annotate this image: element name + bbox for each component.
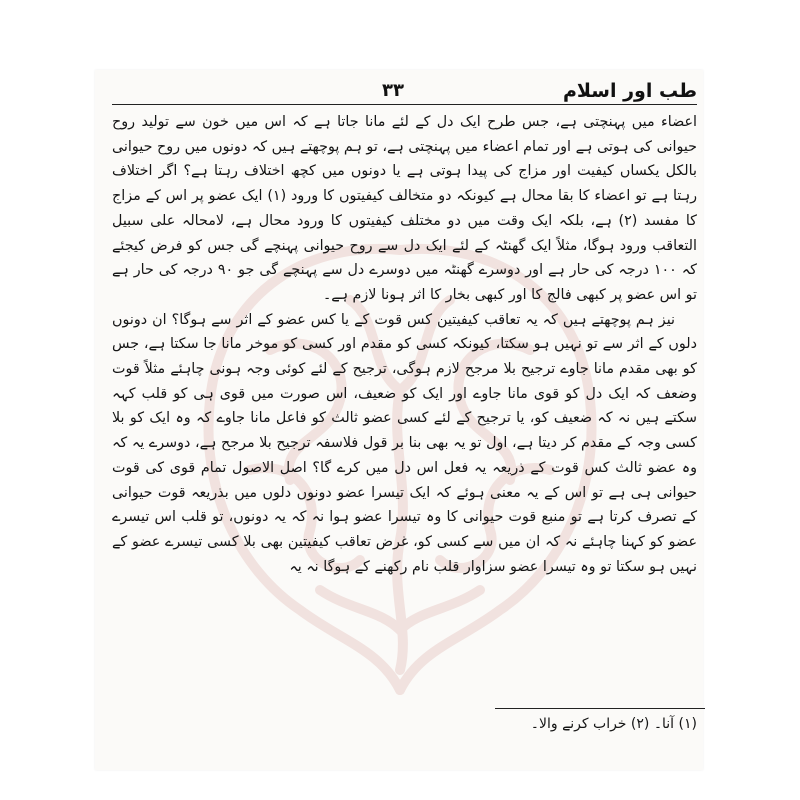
- paragraph-1: اعضاء میں پہنچتی ہے، جس طرح ایک دل کے لئے مانا جاتا ہے کہ اس میں خون سے تولید روح حیوانی کی ہوتی ہے اور تمام اعضاء میں پہنچتی ہے، تو ہم پوچھتے ہیں کہ دونوں میں روح حیوانی بالکل یکساں کیفیت اور مزاج کی پیدا ہوتی ہے یا دونوں میں کچھ اختلاف رہتا ہے؟ اگر اختلاف رہتا ہے تو اعضاء کا بقا محال ہے کیونکہ دو متخالف کیفیتوں کا ورود (۱) ایک عضو پر اس کے مزاج کا مفسد (۲) ہے، بلکہ ایک وقت میں دو مختلف کیفیتوں کا ورود محال ہے، لامحالہ علی سبیل التعاقب ورود ہوگا، مثلاً ایک گھنٹہ کے لئے ایک دل سے روح حیوانی پہنچے گی جس کو فرض کیجئے کہ ۱۰۰ درجہ کی حار ہے اور دوسرے گھنٹہ میں دوسرے دل سے پہنچے گی جو ۹۰ درجہ کی حار ہے تو اس عضو پر کبھی فالج کا اور کبھی بخار کا اثر ہونا لازم ہے۔: [112, 114, 697, 303]
- header-rule: [112, 104, 697, 105]
- page-number: ۳۳: [382, 80, 404, 101]
- footnote: (۱) آنا۔ (۲) خراب کرنے والا۔: [530, 716, 697, 732]
- body-text: [112, 110, 697, 579]
- paragraph-2: نیز ہم پوچھتے ہیں کہ یہ تعاقب کیفیتین کس قوت کے یا کس عضو کے اثر سے ہوگا؟ ان دونوں دلوں کے اثر سے تو نہیں ہو سکتا، کیونکہ کسی کو مقدم اور کسی کو موخر مانا جا سکتا ہے، جس کو بھی مقدم مانا جاوے ترجیح بلا مرجح لازم ہوگی، ترجیح کے لئے کوئی وجہ ہونی چاہئے مثلاً قوت وضعف کہ ایک دل کو قوی مانا جاوے اور ایک کو ضعیف، اس صورت میں قوی ہی کو قلب کہہ سکتے ہیں نہ کہ ضعیف کو، یا ترجیح کے لئے کسی عضو ثالث کو فاعل مانا جاوے کہ وہ ایک کو بلا کسی وجہ کے مقدم کر دیتا ہے، اول تو یہ بھی بنا بر قول فلاسفہ ترجیح بلا مرجح ہے، دوسرے یہ کہ وہ عضو ثالث کس قوت کے ذریعہ یہ فعل اس دل میں کرے گا؟ اصل الاصول تمام قوی کی قوت حیوانی ہی ہے تو اس کے یہ معنی ہوئے کہ ایک تیسرا عضو دونوں دلوں میں بذریعہ قوت حیوانی کے تصرف کرتا ہے تو منبع قوت حیوانی کا وہ تیسرا عضو ہوا نہ کہ یہ دونوں، تو قلب اس تیسرے عضو کو کہنا چاہئے نہ کہ ان میں سے کسی کو، غرض تعاقب کیفیتین بھی بلا کسی تیسرے عضو کے نہیں ہو سکتا تو وہ تیسرا عضو سزاوار قلب نام رکھنے کے ہوگا نہ یہ: [112, 311, 697, 575]
- running-title: طب اور اسلام: [562, 80, 697, 102]
- footnote-rule: [495, 708, 705, 709]
- page-header: [112, 80, 697, 106]
